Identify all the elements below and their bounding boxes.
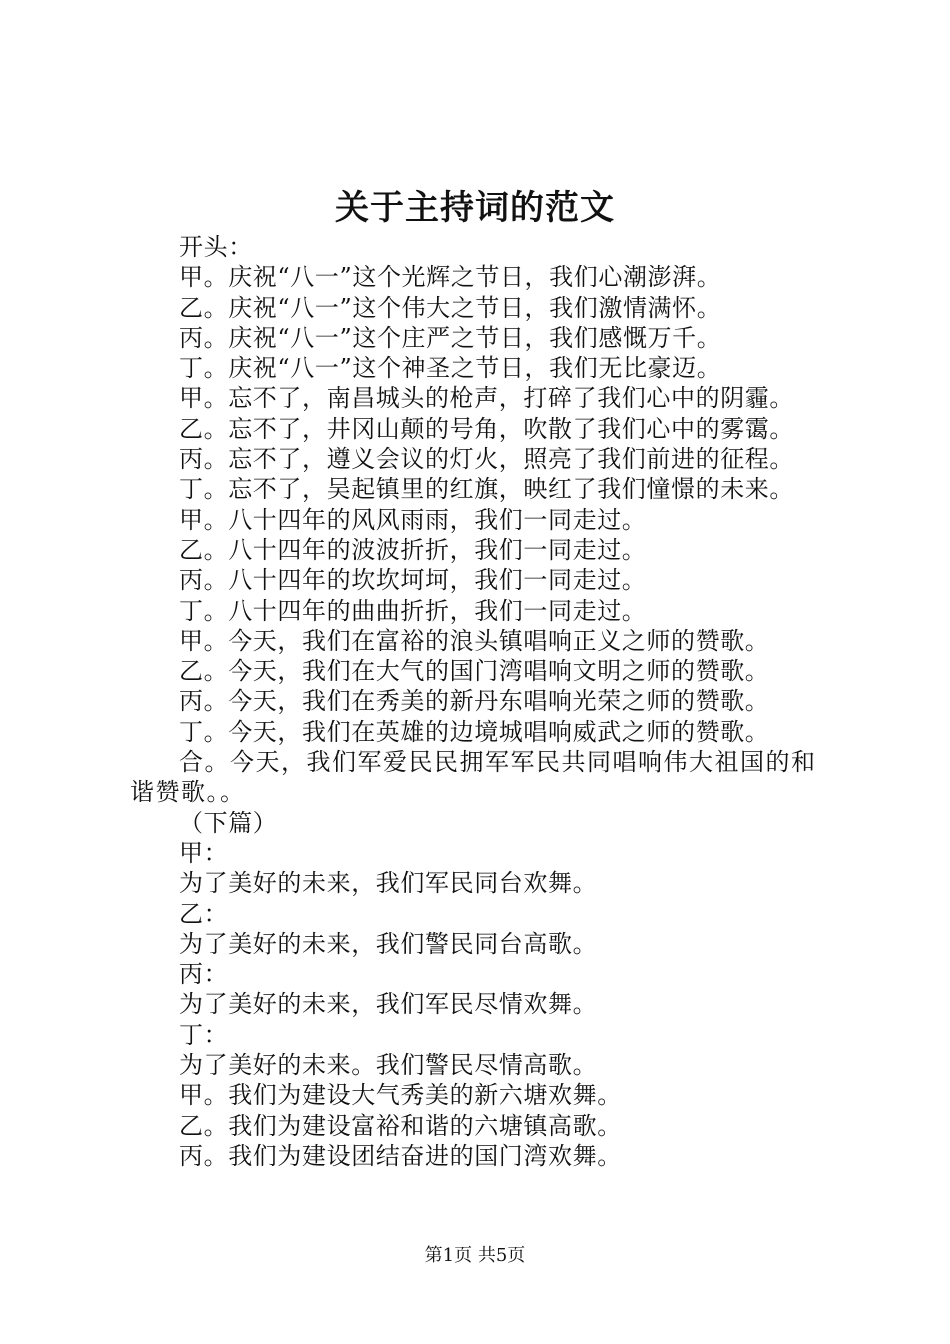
paragraph-line: 丁： xyxy=(179,1020,229,1049)
paragraph-line: 丙。八十四年的坎坎坷坷，我们一同走过。 xyxy=(179,566,647,595)
paragraph-line: 丙： xyxy=(179,960,229,989)
paragraph-line: 丁。今天，我们在英雄的边境城唱响威武之师的赞歌。 xyxy=(179,717,770,746)
paragraph-line: 甲。忘不了，南昌城头的枪声，打碎了我们心中的阴霾。 xyxy=(179,384,794,413)
paragraph-line: 丙。今天，我们在秀美的新丹东唱响光荣之师的赞歌。 xyxy=(179,687,770,716)
paragraph-line: 为了美好的未来，我们警民同台高歌。 xyxy=(179,929,598,958)
paragraph-line: 丁。八十四年的曲曲折折，我们一同走过。 xyxy=(179,596,647,625)
document-title: 关于主持词的范文 xyxy=(335,188,615,228)
paragraph-line: （下篇） xyxy=(179,808,278,837)
paragraph-line: 丙。庆祝“八一”这个庄严之节日，我们感慨万千。 xyxy=(179,323,722,352)
paragraph-line: 乙。八十四年的波波折折，我们一同走过。 xyxy=(179,535,647,564)
paragraph-line: 乙。庆祝“八一”这个伟大之节日，我们激情满怀。 xyxy=(179,293,722,322)
paragraph-line: 合。今天，我们军爱民民拥军军民共同唱响伟大祖国的和谐赞歌。。 xyxy=(130,748,817,807)
paragraph-line: 甲： xyxy=(179,838,229,867)
paragraph-line: 为了美好的未来。我们警民尽情高歌。 xyxy=(179,1051,598,1080)
paragraph-line: 乙。今天，我们在大气的国门湾唱响文明之师的赞歌。 xyxy=(179,657,770,686)
paragraph-line: 甲。庆祝“八一”这个光辉之节日，我们心潮澎湃。 xyxy=(179,263,722,292)
paragraph-line: 为了美好的未来，我们军民尽情欢舞。 xyxy=(179,990,598,1019)
paragraph-line: 开头： xyxy=(179,233,253,261)
paragraph-line: 丙。忘不了，遵义会议的灯火，照亮了我们前进的征程。 xyxy=(179,445,794,474)
paragraph-line: 乙： xyxy=(179,899,229,928)
page-footer: 第1页 共5页 xyxy=(424,1245,526,1266)
paragraph-line: 乙。我们为建设富裕和谐的六塘镇高歌。 xyxy=(179,1111,622,1140)
paragraph-line: 甲。我们为建设大气秀美的新六塘欢舞。 xyxy=(179,1081,622,1110)
paragraph-line: 甲。八十四年的风风雨雨，我们一同走过。 xyxy=(179,505,647,534)
paragraph-line: 甲。今天，我们在富裕的浪头镇唱响正义之师的赞歌。 xyxy=(179,626,770,655)
paragraph-line: 丙。我们为建设团结奋进的国门湾欢舞。 xyxy=(179,1141,622,1170)
paragraph-line: 乙。忘不了，井冈山颠的号角，吹散了我们心中的雾霭。 xyxy=(179,414,794,443)
paragraph-line: 丁。忘不了，吴起镇里的红旗，映红了我们憧憬的未来。 xyxy=(179,475,794,504)
paragraph-line: 为了美好的未来，我们军民同台欢舞。 xyxy=(179,869,598,898)
paragraph-line: 丁。庆祝“八一”这个神圣之节日，我们无比豪迈。 xyxy=(179,354,722,383)
document-body xyxy=(130,232,835,1171)
